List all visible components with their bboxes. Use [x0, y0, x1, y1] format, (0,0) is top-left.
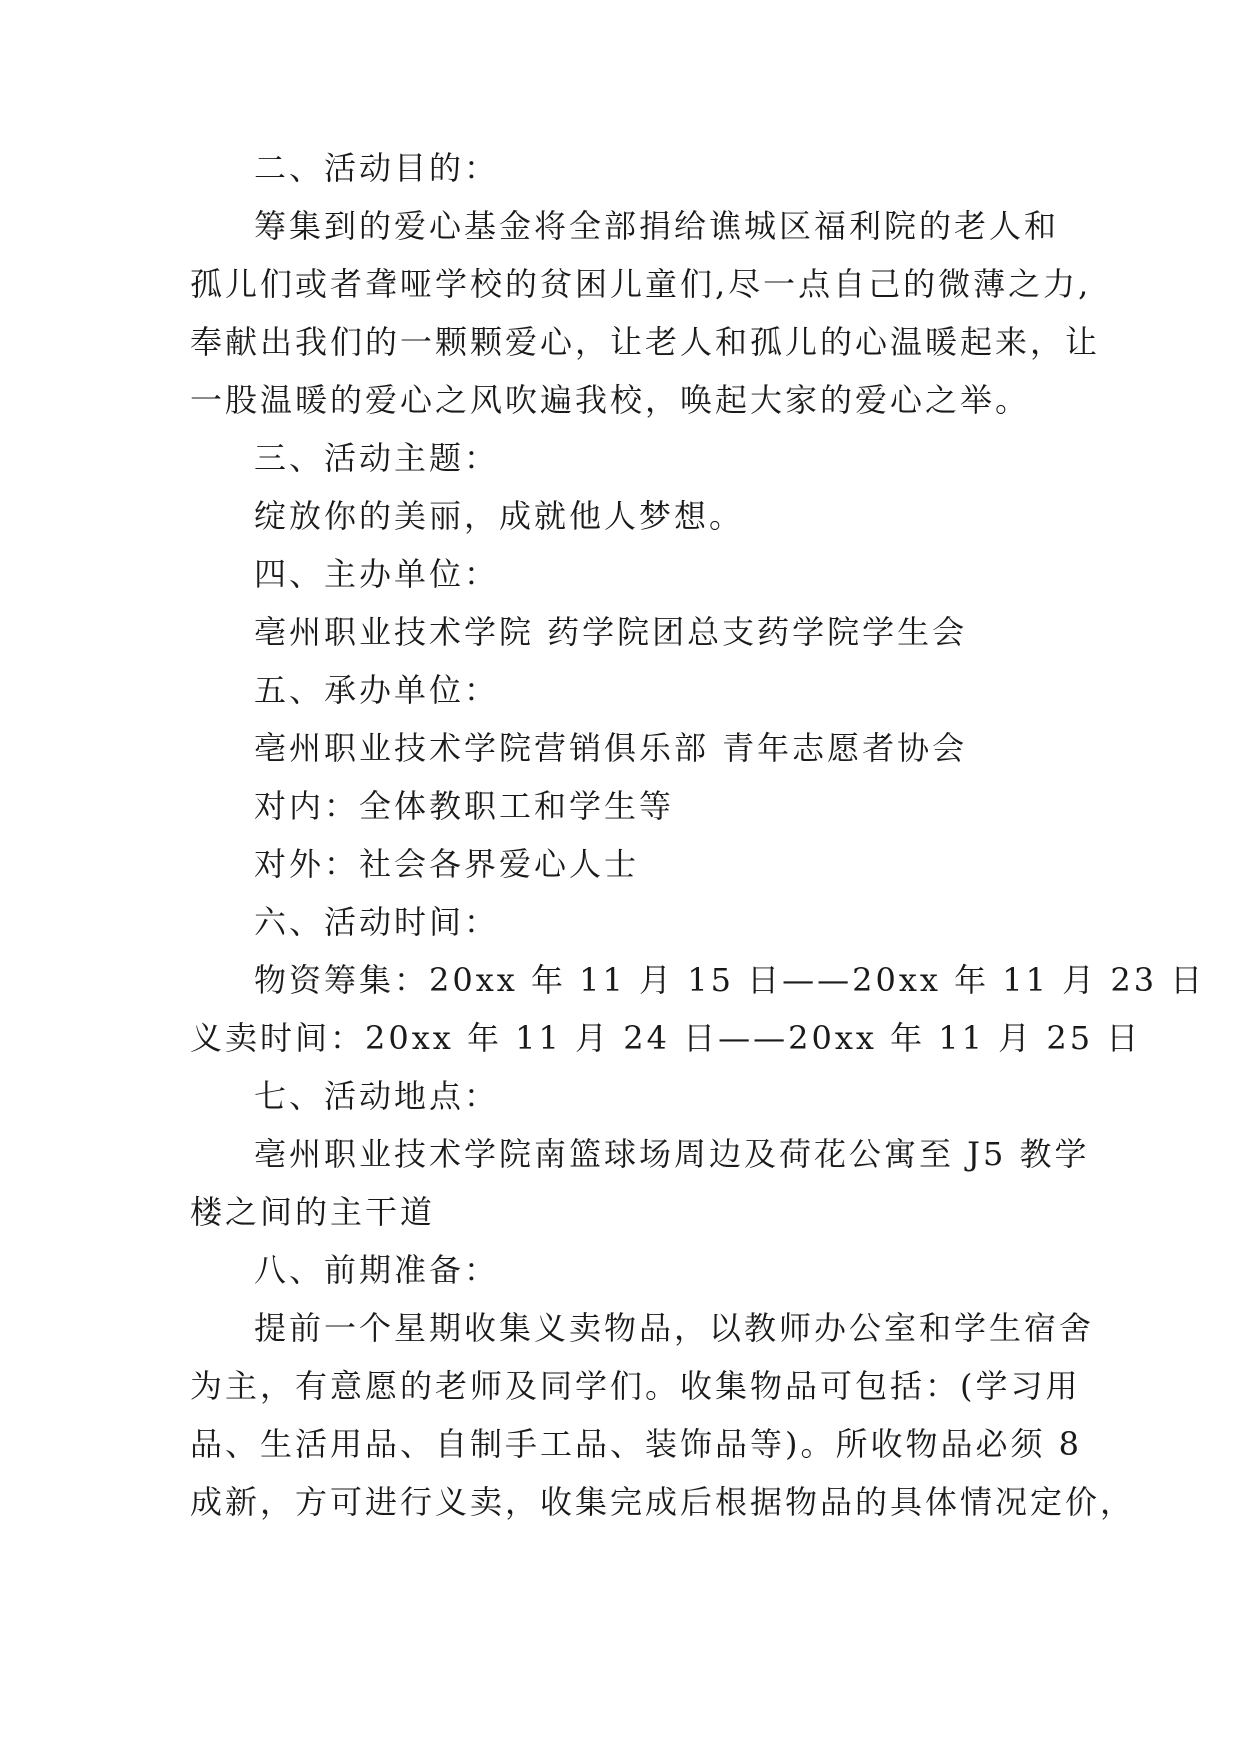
section-heading-purpose: 二、活动目的： — [254, 149, 500, 187]
section-heading-time: 六、活动时间： — [254, 903, 500, 941]
paragraph-line: 筹集到的爱心基金将全部捐给谯城区福利院的老人和 — [254, 207, 1060, 245]
paragraph-line: 提前一个星期收集义卖物品，以教师办公室和学生宿舍 — [254, 1309, 1095, 1347]
paragraph-line: 亳州职业技术学院南篮球场周边及荷花公寓至 J5 教学 — [254, 1135, 1090, 1173]
section-heading-organizer: 四、主办单位： — [254, 555, 500, 593]
paragraph-line: 一股温暖的爱心之风吹遍我校，唤起大家的爱心之举。 — [190, 381, 1031, 419]
paragraph-line: 孤儿们或者聋哑学校的贫困儿童们,尽一点自己的微薄之力, — [190, 265, 1092, 303]
paragraph-line: 义卖时间：20xx 年 11 月 24 日——20xx 年 11 月 25 日 — [190, 1019, 1142, 1057]
paragraph-line: 为主，有意愿的老师及同学们。收集物品可包括：(学习用 — [190, 1367, 1081, 1405]
paragraph-line: 亳州职业技术学院营销俱乐部 青年志愿者协会 — [254, 729, 968, 767]
section-heading-theme: 三、活动主题： — [254, 439, 500, 477]
paragraph-line: 品、生活用品、自制手工品、装饰品等)。所收物品必须 8 — [190, 1425, 1083, 1463]
paragraph-line: 物资筹集：20xx 年 11 月 15 日——20xx 年 11 月 23 日 — [254, 961, 1206, 999]
paragraph-line: 奉献出我们的一颗颗爱心，让老人和孤儿的心温暖起来，让 — [190, 323, 1101, 361]
paragraph-line: 成新，方可进行义卖，收集完成后根据物品的具体情况定价， — [190, 1483, 1136, 1521]
section-heading-co-organizer: 五、承办单位： — [254, 671, 500, 709]
paragraph-line: 楼之间的主干道 — [190, 1193, 436, 1231]
paragraph-line: 对内：全体教职工和学生等 — [254, 787, 675, 825]
section-heading-location: 七、活动地点： — [254, 1077, 500, 1115]
paragraph-line: 对外：社会各界爱心人士 — [254, 845, 640, 883]
paragraph-line: 亳州职业技术学院 药学院团总支药学院学生会 — [254, 613, 968, 651]
section-heading-preparation: 八、前期准备： — [254, 1251, 500, 1289]
paragraph-line: 绽放你的美丽，成就他人梦想。 — [254, 497, 745, 535]
